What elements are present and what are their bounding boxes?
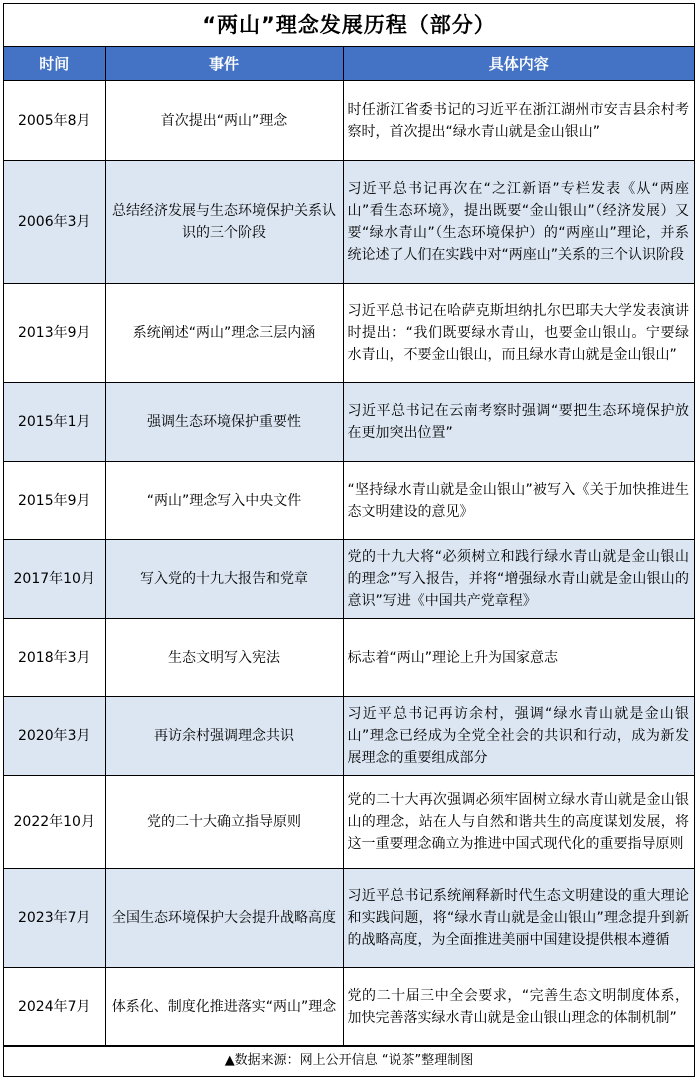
row-event: 系统阐述“两山”理念三层内涵	[105, 284, 343, 383]
table-row	[4, 776, 694, 869]
timeline-table	[4, 47, 694, 1047]
row-event: “两山”理念写入中央文件	[105, 462, 343, 540]
table-row	[4, 619, 694, 697]
table-row	[4, 284, 694, 383]
row-detail: 党的十九大将“必须树立和践行绿水青山就是金山银山的理念”写入报告，并将“增强绿水青山就是金山银山的意识”写进《中国共产党章程》	[343, 540, 694, 619]
row-detail: 党的二十大再次强调必须牢固树立绿水青山就是金山银山的理念，站在人与自然和谐共生的高度谋划发展，将这一重要理念确立为推进中国式现代化的重要指导原则	[343, 776, 694, 869]
row-detail: 习近平总书记在云南考察时强调“要把生态环境保护放在更加突出位置”	[343, 383, 694, 462]
table-header-row	[4, 47, 694, 81]
row-time: 2020年3月	[4, 697, 105, 776]
table-row	[4, 540, 694, 619]
row-time: 2024年7月	[4, 968, 105, 1047]
row-detail: “坚持绿水青山就是金山银山”被写入《关于加快推进生态文明建设的意见》	[343, 462, 694, 540]
row-detail: 党的二十届三中全会要求，“完善生态文明制度体系，加快完善落实绿水青山就是金山银山理念的体制机制”	[343, 968, 694, 1047]
row-detail: 习近平总书记再次在“之江新语”专栏发表《从“两座山”看生态环境》，提出既要“金山银山”（经济发展）又要“绿水青山”（生态环境保护）的“两座山”理论，并系统论述了人们在实践中对“两座山”关系的三个认识阶段	[343, 161, 694, 284]
row-time: 2005年8月	[4, 81, 105, 161]
row-event: 党的二十大确立指导原则	[105, 776, 343, 869]
row-time: 2017年10月	[4, 540, 105, 619]
table-row	[4, 968, 694, 1047]
row-time: 2013年9月	[4, 284, 105, 383]
data-source-note: ▲数据来源：网上公开信息 “说茶”整理制图	[4, 1045, 694, 1076]
header-detail: 具体内容	[343, 47, 694, 81]
table-frame	[3, 3, 695, 1077]
row-time: 2023年7月	[4, 869, 105, 968]
row-event: 体系化、制度化推进落实“两山”理念	[105, 968, 343, 1047]
row-time: 2022年10月	[4, 776, 105, 869]
row-detail: 习近平总书记再访余村，强调“绿水青山就是金山银山”理念已经成为全党全社会的共识和行动，成为新发展理念的重要组成部分	[343, 697, 694, 776]
row-time: 2015年9月	[4, 462, 105, 540]
page-title: “两山”理念发展历程（部分）	[4, 4, 694, 47]
row-detail: 习近平总书记在哈萨克斯坦纳扎尔巴耶夫大学发表演讲时提出：“我们既要绿水青山，也要金山银山。宁要绿水青山，不要金山银山，而且绿水青山就是金山银山”	[343, 284, 694, 383]
table-row	[4, 462, 694, 540]
table-row	[4, 383, 694, 462]
row-event: 首次提出“两山”理念	[105, 81, 343, 161]
table-row	[4, 161, 694, 284]
table-row	[4, 869, 694, 968]
header-time: 时间	[4, 47, 105, 81]
table-row	[4, 697, 694, 776]
row-event: 再访余村强调理念共识	[105, 697, 343, 776]
row-time: 2018年3月	[4, 619, 105, 697]
row-event: 生态文明写入宪法	[105, 619, 343, 697]
header-event: 事件	[105, 47, 343, 81]
row-detail: 习近平总书记系统阐释新时代生态文明建设的重大理论和实践问题，将“绿水青山就是金山银山”理念提升到新的战略高度，为全面推进美丽中国建设提供根本遵循	[343, 869, 694, 968]
row-event: 全国生态环境保护大会提升战略高度	[105, 869, 343, 968]
row-detail: 时任浙江省委书记的习近平在浙江湖州市安吉县余村考察时，首次提出“绿水青山就是金山银山”	[343, 81, 694, 161]
row-event: 总结经济发展与生态环境保护关系认识的三个阶段	[105, 161, 343, 284]
row-time: 2015年1月	[4, 383, 105, 462]
row-event: 写入党的十九大报告和党章	[105, 540, 343, 619]
row-event: 强调生态环境保护重要性	[105, 383, 343, 462]
table-row	[4, 81, 694, 161]
row-detail: 标志着“两山”理论上升为国家意志	[343, 619, 694, 697]
row-time: 2006年3月	[4, 161, 105, 284]
